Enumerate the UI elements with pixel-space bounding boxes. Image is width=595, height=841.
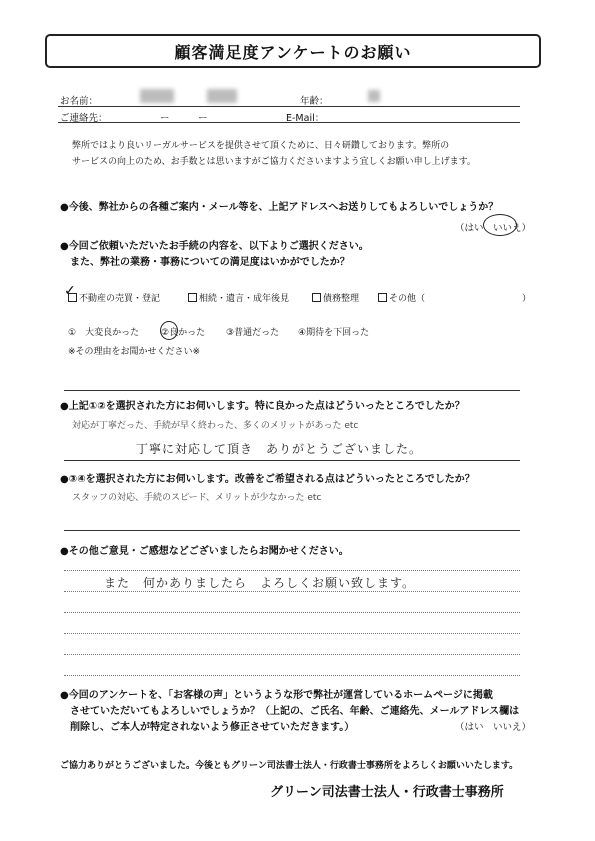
age-redacted (368, 90, 380, 102)
service-option-2[interactable]: 相続・遺言・成年後見 (188, 291, 289, 304)
q6-options: （はい いいえ） (455, 722, 532, 733)
q4-hint: スタッフの対応、手続のスピード、メリットが少なかった etc (72, 493, 322, 503)
checkbox[interactable] (378, 293, 387, 302)
checkbox[interactable] (188, 293, 197, 302)
q3-text: ●上記①②を選択された方にお伺いします。特に良かった点はどういったところでしたか？ (60, 401, 465, 412)
q5-line-1 (64, 570, 520, 571)
email-label: E-Mail： (286, 113, 325, 124)
service-close-paren: ） (522, 294, 532, 304)
q3-hint: 対応が丁寧だった、手続が早く終わった、多くのメリットがあった etc (72, 421, 359, 431)
q5-line-4 (64, 633, 520, 634)
check-mark-icon: ✓ (64, 283, 76, 299)
page-title: 顧客満足度アンケートのお願い (45, 34, 541, 68)
q3-answer-line (64, 460, 520, 461)
name-redacted (140, 89, 174, 103)
service-option-4[interactable]: その他（ (378, 291, 425, 304)
intro-line-1: 弊所ではより良いリーガルサービスを提供させて頂くために、日々研鑽しております。弊所の (72, 141, 450, 151)
q6-line-2: させていただいてもよろしいでしょうか？（上記の、ご氏名、年齢、ご連絡先、メールアドレス欄は (70, 706, 520, 717)
q4-text: ●③④を選択された方にお伺いします。改善をご希望される点はどういったところでしたか？ (60, 474, 475, 485)
rating-2-circle (160, 321, 178, 340)
q5-line-5 (64, 654, 520, 655)
rating-4[interactable]: ④期待を下回った (298, 328, 370, 338)
name-label: お名前： (60, 96, 99, 107)
contact-value: ー ー (160, 113, 208, 124)
contact-label: ご連絡先： (60, 113, 108, 124)
name-redacted-2 (207, 89, 237, 103)
checkbox[interactable] (312, 293, 321, 302)
q2-line-2: また、弊社の業務・事務についての満足度はいかがでしたか？ (70, 257, 350, 268)
company-name: グリーン司法書士法人・行政書士事務所 (270, 785, 504, 800)
age-label: 年齢： (300, 96, 329, 107)
contact-underline (58, 122, 520, 123)
q6-line-1: ●今回のアンケートを、「お客様の声」というような形で弊社が運営しているホームページに掲載 (60, 690, 493, 701)
rating-1[interactable]: ① 大変良かった (68, 328, 140, 338)
closing-message: ご協力ありがとうございました。今後ともグリーン司法書士法人・行政書士事務所をよろしくお願いいたします。 (60, 761, 519, 771)
q6-line-3: 削除し、ご本人が特定されないよう修正させていただきます。） (70, 722, 355, 733)
q2-line-1: ●今回ご依頼いただいたお手続の内容を、以下よりご選択ください。 (60, 241, 369, 252)
q3-handwritten-answer: 丁寧に対応して頂き ありがとうございました。 (136, 442, 423, 456)
q5-line-6 (64, 675, 520, 676)
q5-handwritten-answer: また 何かありましたら よろしくお願い致します。 (104, 576, 416, 590)
service-option-3[interactable]: 債務整理 (312, 291, 359, 304)
rating-2[interactable]: ②良かった (161, 328, 206, 338)
q1-answer-circle (483, 214, 517, 236)
name-underline (58, 106, 520, 107)
q4-answer-line (64, 530, 520, 531)
q5-line-2 (64, 591, 520, 592)
q1-options: （はい いいえ） (455, 223, 532, 234)
q5-text: ●その他ご意見・ご感想などございましたらお聞かせください。 (60, 546, 349, 557)
intro-line-2: サービスの向上のため、お手数とは思いますがご協力くださいますよう宜しくお願い申し上げます。 (72, 157, 476, 167)
rating-3[interactable]: ③普通だった (226, 328, 280, 338)
q1-text: ●今後、弊社からの各種ご案内・メール等を、上記アドレスへお送りしてもよろしいでしょうか？ (60, 202, 499, 213)
q5-line-3 (64, 612, 520, 613)
reason-note: ※その理由をお聞かせください※ (68, 347, 201, 357)
service-option-1[interactable]: 不動産の売買・登記 (68, 291, 160, 304)
q2-answer-line (64, 390, 520, 391)
